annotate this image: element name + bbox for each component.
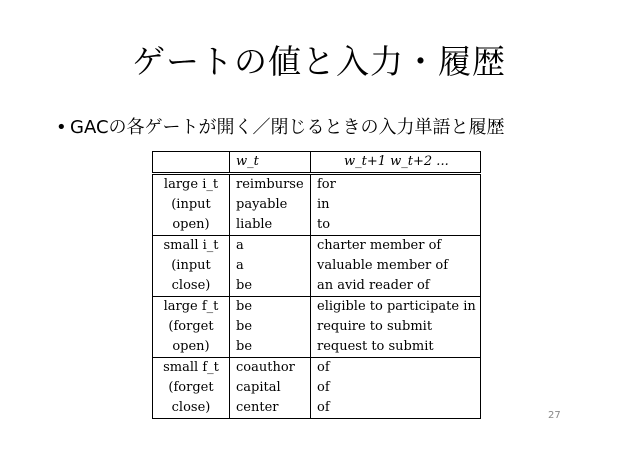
page-number: 27: [548, 410, 561, 421]
context-cell: request to submit: [311, 337, 481, 358]
context-cell: in: [311, 195, 481, 215]
gate-cell: open): [153, 337, 230, 358]
word-cell: a: [230, 256, 311, 276]
gate-cell: open): [153, 215, 230, 236]
gate-cell: close): [153, 276, 230, 297]
table-row: [153, 276, 481, 297]
context-cell: an avid reader of: [311, 276, 481, 297]
table-row: [153, 378, 481, 398]
gate-cell: large f_t: [153, 297, 230, 318]
table-row: [153, 236, 481, 257]
context-cell: of: [311, 358, 481, 379]
word-cell: be: [230, 276, 311, 297]
gate-table: [152, 151, 481, 419]
word-cell: be: [230, 297, 311, 318]
word-cell: capital: [230, 378, 311, 398]
table-row: [153, 297, 481, 318]
word-cell: payable: [230, 195, 311, 215]
gate-cell: (input: [153, 195, 230, 215]
table-row: [153, 317, 481, 337]
gate-cell: close): [153, 398, 230, 419]
header-cell-gate: [153, 152, 230, 174]
word-cell: be: [230, 317, 311, 337]
table-row: [153, 337, 481, 358]
gate-cell: small f_t: [153, 358, 230, 379]
gate-cell: (forget: [153, 378, 230, 398]
header-cell-next-words: w_t+1 w_t+2 ...: [311, 152, 481, 174]
context-cell: require to submit: [311, 317, 481, 337]
word-cell: liable: [230, 215, 311, 236]
context-cell: of: [311, 378, 481, 398]
context-cell: valuable member of: [311, 256, 481, 276]
table-header-row: [153, 152, 481, 174]
context-cell: eligible to participate in: [311, 297, 481, 318]
header-cell-current-word: w_t: [230, 152, 311, 174]
gate-cell: small i_t: [153, 236, 230, 257]
table-row: [153, 358, 481, 379]
table-row: [153, 174, 481, 196]
slide-title: ゲートの値と入力・履歴: [132, 42, 506, 81]
word-cell: reimburse: [230, 174, 311, 196]
gate-cell: (input: [153, 256, 230, 276]
word-cell: coauthor: [230, 358, 311, 379]
context-cell: to: [311, 215, 481, 236]
gate-cell: large i_t: [153, 174, 230, 196]
bullet-marker: •: [56, 117, 67, 138]
word-cell: be: [230, 337, 311, 358]
table-row: [153, 215, 481, 236]
table-row: [153, 398, 481, 419]
word-cell: center: [230, 398, 311, 419]
gate-cell: (forget: [153, 317, 230, 337]
table-row: [153, 195, 481, 215]
bullet-text: GACの各ゲートが開く／閉じるときの入力単語と履歴: [70, 117, 505, 138]
table-row: [153, 256, 481, 276]
context-cell: for: [311, 174, 481, 196]
context-cell: of: [311, 398, 481, 419]
word-cell: a: [230, 236, 311, 257]
context-cell: charter member of: [311, 236, 481, 257]
bullet-point: [56, 117, 570, 138]
